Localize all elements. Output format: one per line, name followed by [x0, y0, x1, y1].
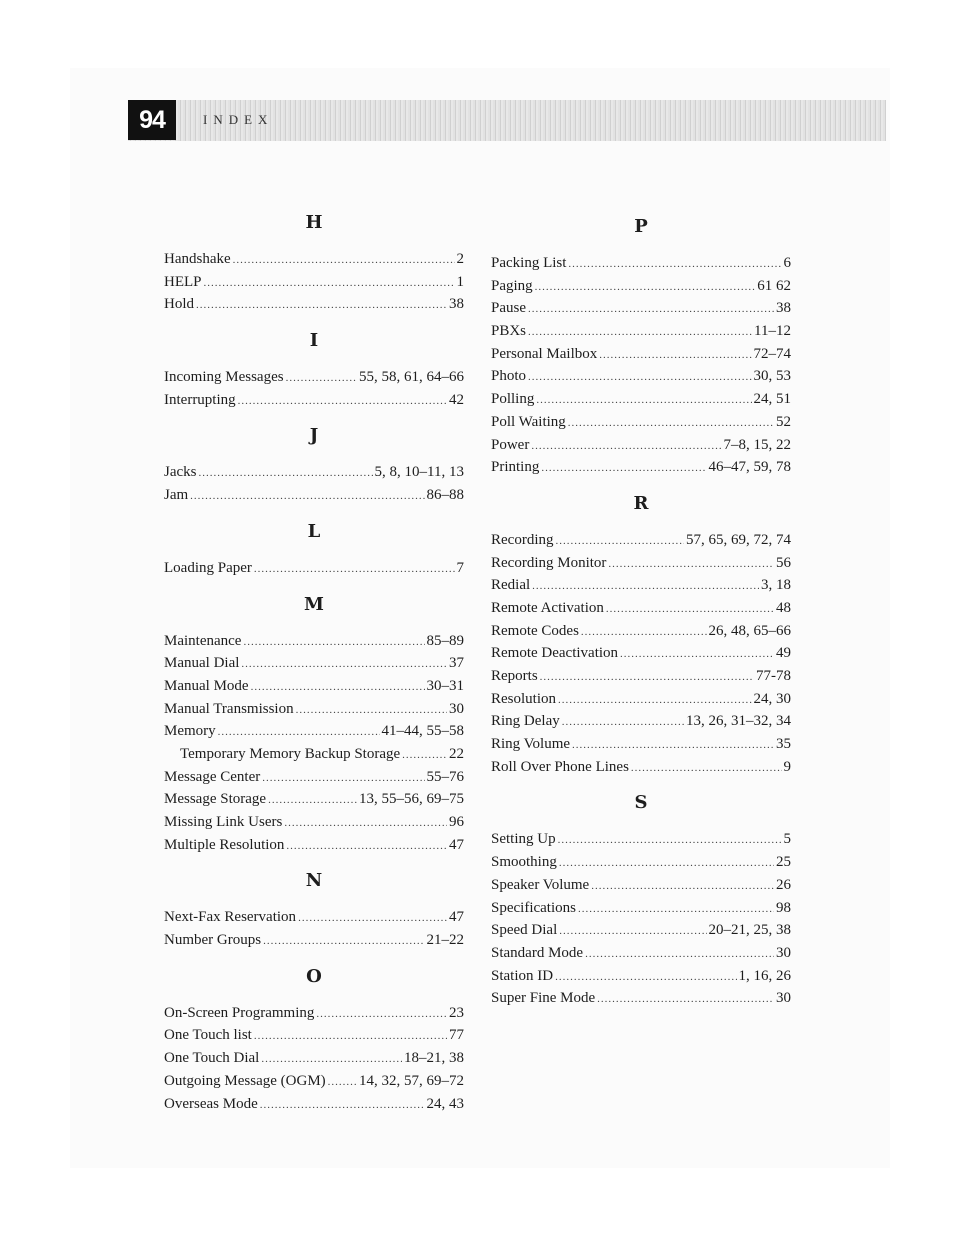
dot-leader [620, 643, 774, 666]
index-term: Next-Fax Reservation [164, 909, 297, 926]
index-page-refs: 20–21, 25, 38 [708, 922, 791, 939]
index-letter-heading: H [305, 212, 323, 233]
index-term: Remote Codes [491, 622, 579, 639]
index-term: Power [491, 436, 530, 453]
index-entry [491, 665, 791, 688]
index-term: HELP [164, 273, 202, 290]
dot-leader [559, 920, 706, 943]
index-page-refs: 13, 55–56, 69–75 [359, 791, 464, 808]
dot-leader [261, 1048, 402, 1071]
index-entry-list [164, 630, 464, 857]
dot-leader [631, 757, 782, 780]
index-term: Number Groups [164, 932, 262, 949]
index-page-refs: 23 [449, 1004, 464, 1021]
dot-leader [555, 530, 684, 553]
index-entry [491, 297, 791, 320]
index-term: Personal Mailbox [491, 345, 598, 362]
index-page-refs: 30 [449, 700, 464, 717]
index-page-refs: 38 [776, 300, 791, 317]
index-entry [491, 828, 791, 851]
dot-leader [541, 457, 706, 480]
dot-leader [218, 721, 380, 744]
index-entry [491, 642, 791, 665]
index-entry-list [491, 252, 791, 479]
index-entry [164, 834, 464, 857]
index-term: Recording Monitor [491, 554, 607, 571]
dot-leader [233, 249, 455, 272]
dot-leader [238, 390, 447, 413]
index-page-refs: 98 [776, 899, 791, 916]
index-term: Setting Up [491, 831, 556, 848]
index-term: Incoming Messages [164, 369, 284, 386]
index-term: One Touch list [164, 1027, 252, 1044]
index-entry [164, 743, 464, 766]
page-number: 94 [128, 100, 176, 140]
index-term: Polling [491, 391, 535, 408]
dot-leader [199, 462, 373, 485]
index-page-refs: 48 [776, 599, 791, 616]
index-page-refs: 5 [783, 831, 791, 848]
index-letter-heading: N [305, 870, 323, 892]
index-entry [164, 271, 464, 294]
dot-leader [260, 1094, 425, 1117]
index-term: Manual Dial [164, 655, 240, 672]
index-term: Remote Activation [491, 599, 604, 616]
dot-leader [532, 575, 759, 598]
dot-leader [581, 621, 707, 644]
dot-leader [572, 734, 774, 757]
index-entry-list [491, 529, 791, 779]
dot-leader [196, 294, 447, 317]
index-page-refs: 46–47, 59, 78 [708, 459, 791, 476]
index-entry [491, 456, 791, 479]
dot-leader [599, 344, 751, 367]
index-entry [491, 874, 791, 897]
index-term: Speed Dial [491, 922, 558, 939]
index-entry [491, 688, 791, 711]
index-page-refs: 24, 51 [753, 391, 791, 408]
dot-leader [597, 988, 774, 1011]
index-page-refs: 26, 48, 65–66 [708, 622, 791, 639]
dot-leader [254, 1025, 447, 1048]
dot-leader [251, 676, 425, 699]
index-entry [491, 275, 791, 298]
dot-leader [263, 930, 424, 953]
index-entry [164, 1093, 464, 1116]
index-entry [164, 1024, 464, 1047]
dot-leader [536, 389, 751, 412]
index-entry [491, 365, 791, 388]
index-term: Hold [164, 296, 194, 313]
dot-leader [402, 744, 447, 767]
index-term: Roll Over Phone Lines [491, 758, 629, 775]
dot-leader [262, 767, 424, 790]
index-term: Reports [491, 668, 538, 684]
index-term: Specifications [491, 899, 576, 916]
index-entry-list [164, 906, 464, 951]
index-page-refs: 38 [449, 296, 464, 313]
index-entry [164, 811, 464, 834]
index-page-refs: 1, 16, 26 [738, 967, 791, 984]
dot-leader [568, 253, 781, 276]
index-entry [164, 366, 464, 389]
index-term: Ring Delay [491, 713, 560, 730]
index-page-refs: 24, 30 [753, 690, 791, 707]
index-term: PBXs [491, 323, 527, 340]
index-term: Printing [491, 459, 540, 476]
index-page-refs: 13, 26, 31–32, 34 [686, 713, 791, 730]
index-entry [491, 411, 791, 434]
index-term: Remote Deactivation [491, 645, 619, 662]
index-entry [164, 788, 464, 811]
index-page-refs: 72–74 [753, 345, 791, 362]
index-page-refs: 52 [776, 413, 791, 430]
index-page-refs: 30 [776, 944, 791, 961]
dot-leader [608, 553, 774, 576]
index-entry [164, 293, 464, 316]
index-entry [491, 620, 791, 643]
index-column-left [164, 208, 464, 1125]
dot-leader [562, 711, 684, 734]
index-term: On-Screen Programming [164, 1004, 315, 1021]
dot-leader [190, 485, 424, 508]
index-page-refs: 86–88 [426, 487, 464, 504]
index-page-refs: 61 62 [757, 277, 791, 294]
index-entry [164, 906, 464, 929]
index-term: Ring Volume [491, 736, 571, 753]
index-entry-list [164, 1002, 464, 1115]
index-page-refs: 30 [776, 990, 791, 1007]
index-term: Redial [491, 577, 531, 594]
index-page-refs: 55–76 [426, 768, 464, 785]
index-term: Jam [164, 487, 189, 504]
index-page-refs: 57, 65, 69, 72, 74 [686, 531, 791, 548]
index-term: Super Fine Mode [491, 990, 596, 1007]
index-term: Message Storage [164, 791, 267, 808]
dot-leader [243, 631, 424, 654]
index-entry [164, 630, 464, 653]
dot-leader [316, 1003, 447, 1026]
section-title: INDEX [203, 112, 274, 127]
index-page-refs: 6 [783, 255, 791, 271]
index-entry [164, 389, 464, 412]
index-page-refs: 77 [449, 1027, 464, 1044]
index-page-refs: 35 [776, 736, 791, 753]
dot-leader [268, 789, 357, 812]
index-page-refs: 9 [783, 758, 791, 775]
index-page-refs: 47 [449, 909, 464, 926]
dot-leader [591, 875, 774, 898]
index-entry [164, 1047, 464, 1070]
dot-leader [528, 366, 751, 389]
dot-leader [531, 435, 721, 458]
index-entry [491, 733, 791, 756]
index-letter-heading: S [634, 792, 648, 814]
index-term: Overseas Mode [164, 1095, 258, 1112]
index-page-refs: 49 [776, 645, 791, 662]
index-entry [491, 434, 791, 457]
index-term: Standard Mode [491, 944, 584, 961]
index-page-refs: 47 [449, 836, 464, 853]
index-letter-heading: M [304, 593, 324, 615]
index-page-refs: 11–12 [754, 323, 791, 340]
index-letter-heading: J [309, 425, 319, 447]
index-term: Outgoing Message (OGM) [164, 1072, 326, 1089]
dot-leader [296, 699, 447, 722]
index-entry [164, 484, 464, 507]
index-entry [491, 942, 791, 965]
dot-leader [528, 321, 752, 344]
index-entry [491, 919, 791, 942]
index-entry [164, 766, 464, 789]
index-letter-heading: O [306, 965, 322, 987]
index-entry [164, 1002, 464, 1025]
index-entry [491, 320, 791, 343]
index-entry [491, 965, 791, 988]
index-term: Paging [491, 277, 533, 294]
dot-leader [585, 943, 774, 966]
index-term: Station ID [491, 967, 554, 984]
index-page-refs: 30, 53 [753, 368, 791, 385]
index-entry [491, 987, 791, 1010]
dot-leader [298, 907, 447, 930]
index-page-refs: 3, 18 [761, 577, 791, 594]
dot-leader [254, 558, 455, 581]
dot-leader [204, 272, 455, 295]
index-entry [164, 720, 464, 743]
index-term: Message Center [164, 768, 261, 785]
index-page-refs: 7–8, 15, 22 [723, 436, 791, 453]
index-page-refs: 21–22 [426, 932, 464, 949]
index-page-refs: 96 [449, 814, 464, 830]
index-term: Smoothing [491, 854, 557, 871]
index-entry [491, 552, 791, 575]
index-term: Temporary Memory Backup Storage [180, 745, 401, 762]
index-entry-list [491, 828, 791, 1010]
index-term: Handshake [164, 251, 231, 267]
index-term: Photo [491, 368, 527, 385]
index-entry [164, 461, 464, 484]
index-entry-list [164, 248, 464, 316]
index-letter-heading: R [633, 492, 649, 514]
index-page-refs: 22 [449, 745, 464, 762]
index-entry [164, 698, 464, 721]
index-term: Manual Mode [164, 677, 249, 694]
index-term: Resolution [491, 690, 557, 707]
dot-leader [559, 852, 774, 875]
index-entry [164, 652, 464, 675]
index-page-refs: 26 [776, 876, 791, 893]
dot-leader [286, 835, 447, 858]
index-page-refs: 2 [456, 251, 464, 267]
index-page-refs: 18–21, 38 [404, 1050, 464, 1067]
index-term: Manual Transmission [164, 700, 294, 717]
dot-leader [328, 1071, 357, 1094]
index-entry [491, 252, 791, 275]
index-page-refs: 77-78 [756, 668, 791, 684]
index-term: Loading Paper [164, 559, 252, 576]
index-entry [491, 756, 791, 779]
index-page-refs: 25 [776, 854, 791, 871]
index-entry [491, 529, 791, 552]
dot-leader [286, 367, 357, 390]
index-term: Interrupting [164, 391, 236, 408]
index-entry [491, 574, 791, 597]
index-page-refs: 55, 58, 61, 64–66 [359, 369, 464, 386]
dot-leader [241, 653, 447, 676]
index-entry [491, 597, 791, 620]
index-term: Missing Link Users [164, 814, 283, 830]
index-entry [164, 248, 464, 271]
index-page-refs: 30–31 [426, 677, 464, 694]
index-entry [491, 897, 791, 920]
dot-leader [558, 829, 782, 852]
index-page-refs: 24, 43 [426, 1095, 464, 1112]
index-term: Packing List [491, 255, 567, 271]
index-term: Multiple Resolution [164, 836, 285, 853]
index-entry-list [164, 461, 464, 506]
index-entry-list [164, 366, 464, 411]
index-page-refs: 56 [776, 554, 791, 571]
dot-leader [555, 966, 736, 989]
index-entry [491, 851, 791, 874]
index-entry [164, 929, 464, 952]
index-page-refs: 7 [456, 559, 464, 576]
dot-leader [528, 298, 774, 321]
index-page-refs: 1 [456, 273, 464, 290]
index-entry-list [164, 557, 464, 580]
index-page-refs: 5, 8, 10–11, 13 [374, 464, 464, 481]
index-column-right [491, 212, 791, 1020]
index-entry [164, 675, 464, 698]
dot-leader [284, 812, 447, 835]
dot-leader [540, 666, 754, 689]
dot-leader [578, 898, 774, 921]
index-letter-heading: I [309, 330, 319, 352]
index-term: Pause [491, 300, 526, 317]
index-term: Recording [491, 531, 554, 548]
dot-leader [568, 412, 774, 435]
dot-leader [606, 598, 774, 621]
index-entry [491, 388, 791, 411]
index-page-refs: 41–44, 55–58 [381, 723, 464, 740]
index-entry [491, 343, 791, 366]
index-entry [491, 710, 791, 733]
index-entry [164, 557, 464, 580]
index-term: Memory [164, 723, 216, 740]
index-page-refs: 85–89 [426, 632, 464, 649]
index-term: One Touch Dial [164, 1050, 260, 1067]
index-term: Poll Waiting [491, 413, 566, 430]
index-term: Speaker Volume [491, 876, 590, 893]
index-entry [164, 1070, 464, 1093]
dot-leader [535, 276, 756, 299]
index-letter-heading: L [307, 520, 321, 542]
index-page-refs: 42 [449, 391, 464, 408]
index-term: Jacks [164, 464, 197, 481]
index-page-refs: 37 [449, 655, 464, 672]
dot-leader [558, 689, 751, 712]
index-letter-heading: P [634, 216, 648, 237]
index-page-refs: 14, 32, 57, 69–72 [359, 1072, 464, 1089]
index-term: Maintenance [164, 632, 242, 649]
